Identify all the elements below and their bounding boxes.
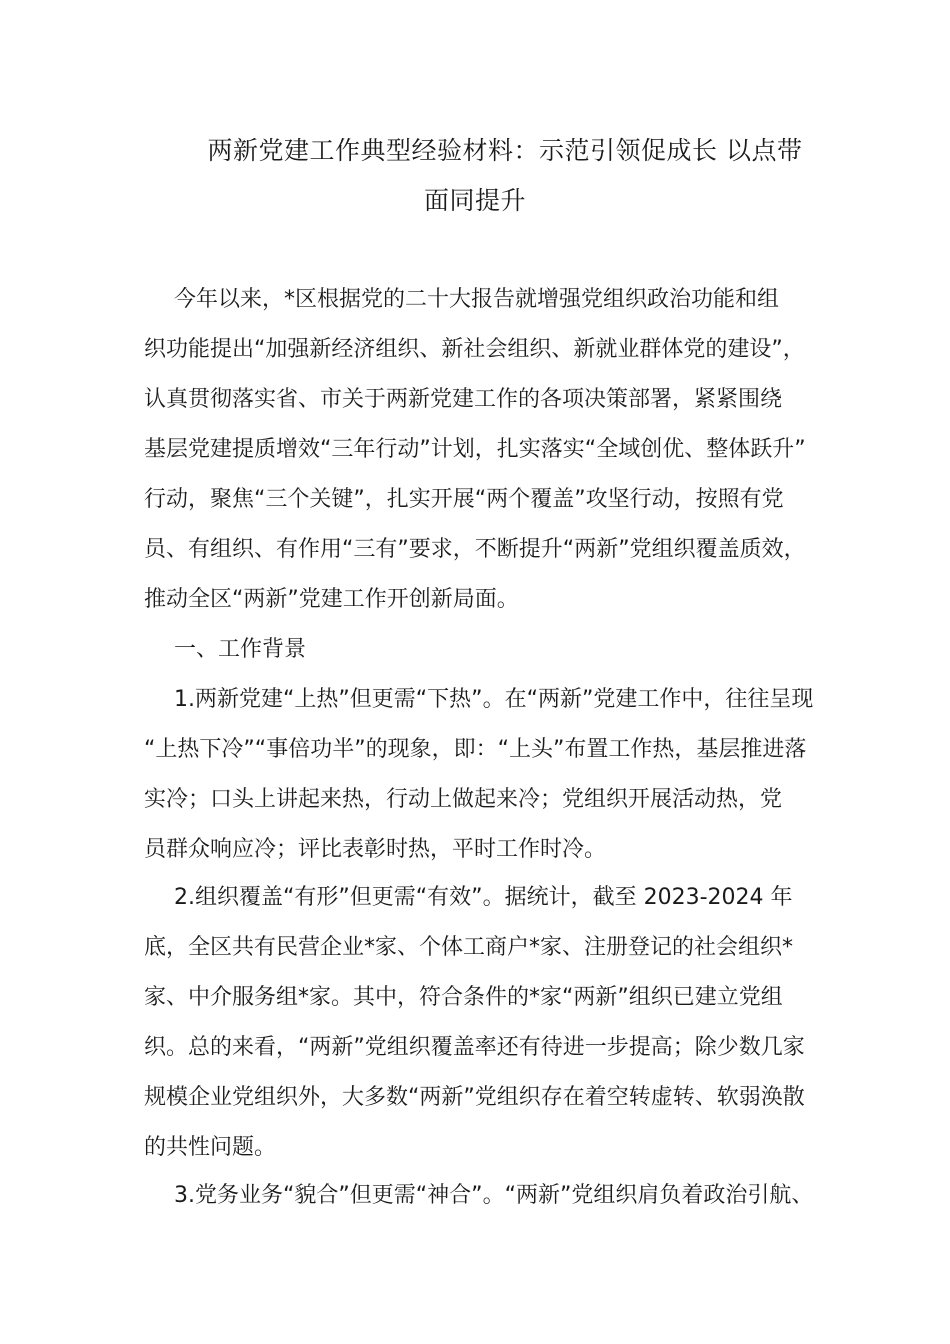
paragraph-line: 今年以来，*区根据党的二十大报告就增强党组织政治功能和组 [174,287,780,312]
paragraph-line: “上热下冷”“事倍功半”的现象，即：“上头”布置工作热，基层推进落 [144,737,807,762]
paragraph-line: 员、有组织、有作用“三有”要求，不断提升“两新”党组织覆盖质效， [144,537,806,562]
paragraph-line: 认真贯彻落实省、市关于两新党建工作的各项决策部署，紧紧围绕 [144,387,783,412]
paragraph-line: 底，全区共有民营企业*家、个体工商户*家、注册登记的社会组织* [144,935,794,960]
section-heading [144,625,808,675]
title-line: 面同提升 [423,186,526,215]
paragraph-line: 推动全区“两新”党建工作开创新局面。 [144,587,519,612]
background-item-2 [144,873,808,1173]
paragraph-line: 行动，聚焦“三个关键”，扎实开展“两个覆盖”攻坚行动，按照有党 [144,487,784,512]
paragraph-line: 基层党建提质增效“三年行动”计划，扎实落实“全域创优、整体跃升” [144,437,806,462]
paragraph-line: 员群众响应冷；评比表彰时热，平时工作时冷。 [144,837,607,862]
intro-paragraph [144,275,808,625]
document-title [144,126,806,226]
paragraph-line: 的共性问题。 [144,1135,277,1160]
background-item-3 [144,1171,814,1221]
paragraph-line: 织功能提出“加强新经济组织、新社会组织、新就业群体党的建设”， [144,337,805,362]
paragraph-line: 2.组织覆盖“有形”但更需“有效”。据统计，截至 2023-2024 年 [174,885,793,910]
paragraph-line: 规模企业党组织外，大多数“两新”党组织存在着空转虚转、软弱涣散 [144,1085,805,1110]
section-heading-text: 一、工作背景 [174,637,307,662]
paragraph-line: 家、中介服务组*家。其中，符合条件的*家“两新”组织已建立党组 [144,985,783,1010]
title-line: 两新党建工作典型经验材料：示范引领促成长 以点带 [207,136,803,165]
paragraph-line: 织。总的来看，“两新”党组织覆盖率还有待进一步提高；除少数几家 [144,1035,805,1060]
paragraph-line: 3.党务业务“貌合”但更需“神合”。“两新”党组织肩负着政治引航、 [174,1183,814,1208]
background-item-1 [144,675,814,875]
paragraph-line: 实冷；口头上讲起来热，行动上做起来冷；党组织开展活动热，党 [144,787,783,812]
paragraph-line: 1.两新党建“上热”但更需“下热”。在“两新”党建工作中，往往呈现 [174,687,814,712]
